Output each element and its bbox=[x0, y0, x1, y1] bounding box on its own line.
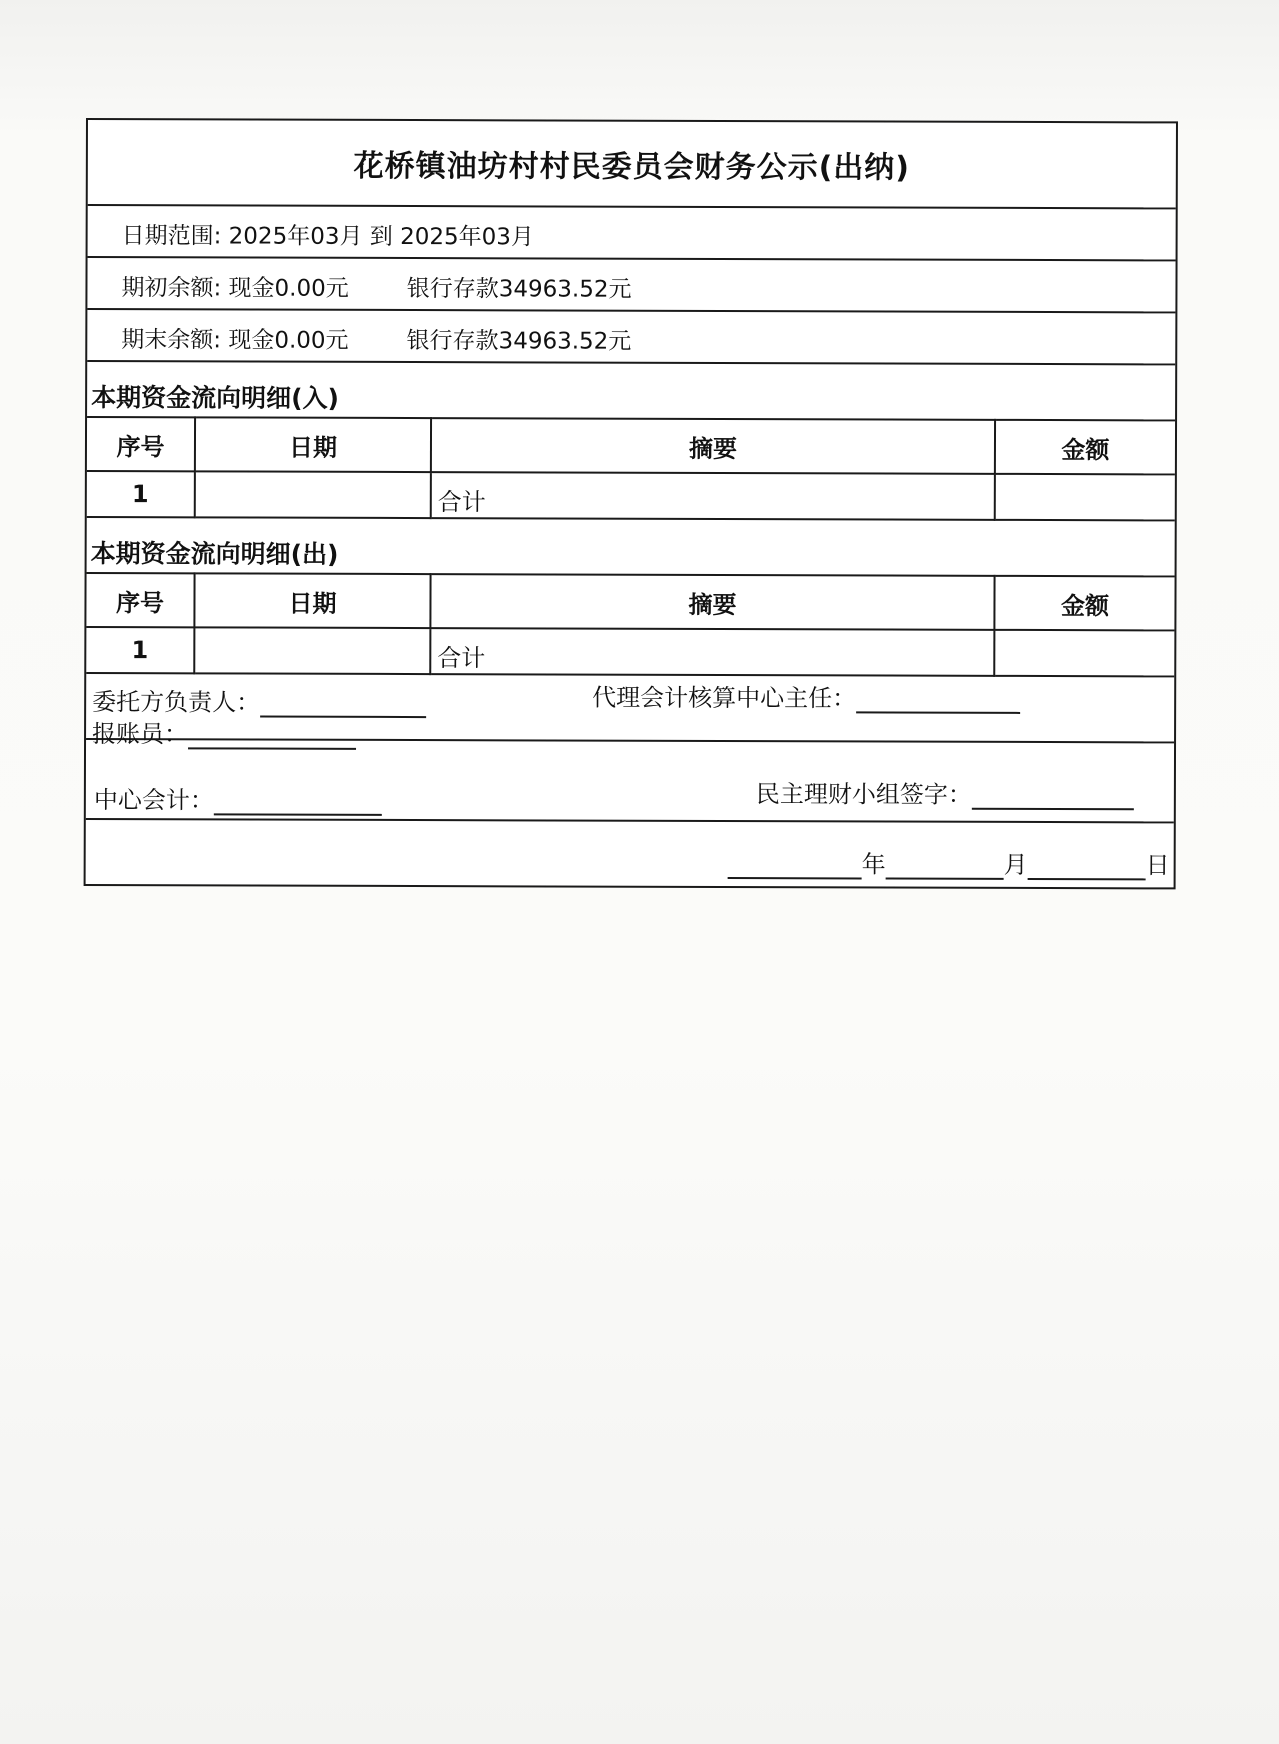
finance-group-label: 民主理财小组签字： bbox=[755, 780, 972, 809]
table-row bbox=[87, 471, 1175, 520]
income-section-title-row bbox=[87, 362, 1175, 419]
expense-header-seq: 序号 bbox=[86, 573, 194, 627]
expense-row-date bbox=[194, 627, 430, 674]
income-header-amount: 金额 bbox=[995, 420, 1175, 475]
income-header-row bbox=[87, 417, 1175, 474]
income-header-date: 日期 bbox=[195, 417, 431, 472]
closing-cash: 期末余额: 现金0.00元 bbox=[121, 327, 349, 354]
year-blank[interactable] bbox=[728, 855, 862, 879]
table-row bbox=[86, 627, 1174, 676]
agency-director-blank[interactable] bbox=[856, 689, 1020, 714]
signature-row-2 bbox=[86, 740, 1174, 823]
expense-header-amount: 金额 bbox=[994, 576, 1174, 631]
income-row-amount bbox=[995, 474, 1175, 521]
center-accountant-blank[interactable] bbox=[214, 791, 382, 816]
expense-header-summary: 摘要 bbox=[430, 574, 994, 630]
month-blank[interactable] bbox=[886, 856, 1004, 880]
reimburser-label: 报账员： bbox=[92, 720, 189, 749]
year-label: 年 bbox=[861, 850, 886, 879]
principal-signature-line bbox=[92, 680, 1168, 717]
closing-bank: 银行存款34963.52元 bbox=[406, 328, 632, 355]
income-header-seq: 序号 bbox=[87, 417, 195, 471]
month-label: 月 bbox=[1003, 850, 1028, 879]
expense-table bbox=[86, 572, 1174, 677]
day-label: 日 bbox=[1145, 851, 1170, 880]
date-signature-row bbox=[86, 820, 1174, 887]
signature-row-1 bbox=[86, 674, 1174, 749]
expense-header-date: 日期 bbox=[194, 573, 430, 628]
agency-director-label: 代理会计核算中心主任： bbox=[592, 683, 857, 713]
opening-balance-row bbox=[87, 258, 1175, 313]
date-range: 日期范围: 2025年03月 到 2025年03月 bbox=[121, 223, 534, 251]
finance-group-blank[interactable] bbox=[972, 786, 1134, 811]
center-accountant-label: 中心会计： bbox=[93, 786, 214, 815]
income-section-title: 本期资金流向明细(入) bbox=[91, 383, 340, 413]
expense-section-title: 本期资金流向明细(出) bbox=[90, 539, 339, 569]
income-row-seq: 1 bbox=[87, 471, 195, 517]
expense-section-title-row bbox=[87, 518, 1175, 575]
income-row-date bbox=[195, 471, 431, 518]
opening-cash: 期初余额: 现金0.00元 bbox=[121, 275, 349, 302]
form-title: 花桥镇油坊村村民委员会财务公示(出纳) bbox=[353, 148, 911, 186]
reimburser-signature-line bbox=[92, 710, 1168, 749]
expense-row-summary: 合计 bbox=[430, 628, 994, 676]
date-range-row bbox=[88, 206, 1176, 261]
expense-row-amount bbox=[994, 630, 1174, 677]
income-header-summary: 摘要 bbox=[431, 418, 995, 474]
day-blank[interactable] bbox=[1028, 856, 1146, 880]
title-row bbox=[88, 120, 1176, 209]
principal-label: 委托方负责人： bbox=[92, 688, 261, 717]
closing-balance-row bbox=[87, 310, 1175, 365]
finance-disclosure-form bbox=[84, 118, 1178, 889]
income-table bbox=[87, 416, 1175, 521]
opening-bank: 银行存款34963.52元 bbox=[406, 276, 632, 303]
expense-header-row bbox=[86, 573, 1174, 630]
expense-row-seq: 1 bbox=[86, 627, 194, 673]
income-row-summary: 合计 bbox=[431, 472, 995, 520]
